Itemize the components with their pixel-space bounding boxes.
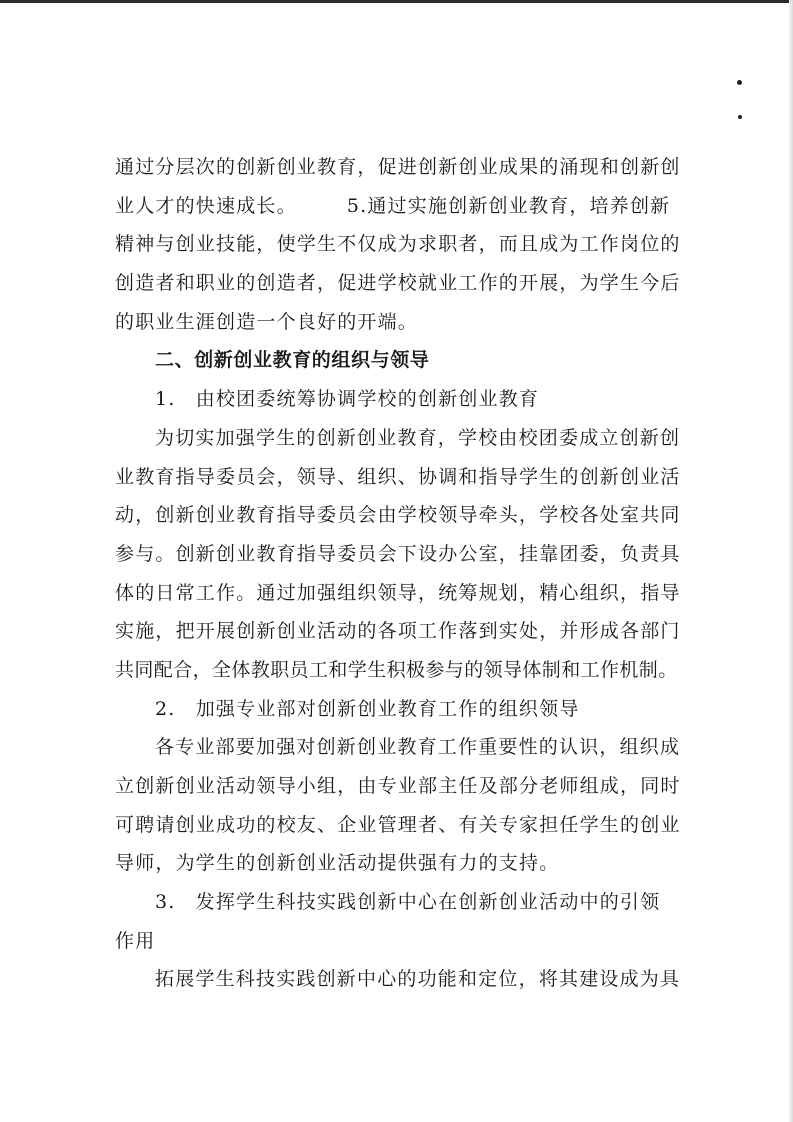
paragraph-line: 作用 <box>115 929 156 952</box>
section-heading: 二、创新创业教育的组织与领导 <box>155 349 430 372</box>
paragraph-line: 体的日常工作。通过加强组织领导，统筹规划，精心组织，指导 <box>115 581 681 604</box>
paragraph-line: 精神与创业技能，使学生不仅成为求职者，而且成为工作岗位的 <box>115 233 681 256</box>
paragraph-line: 导师，为学生的创新创业活动提供强有力的支持。 <box>115 852 560 875</box>
paragraph-line: 实施，把开展创新创业活动的各项工作落到实处，并形成各部门 <box>115 620 681 643</box>
paragraph-line: 参与。创新创业教育指导委员会下设办公室，挂靠团委，负责具 <box>115 542 681 565</box>
paragraph-line: 业教育指导委员会，领导、组织、协调和指导学生的创新创业活 <box>115 465 681 488</box>
paragraph-line: 拓展学生科技实践创新中心的功能和定位，将其建设成为具 <box>155 968 681 991</box>
paragraph-line: 通过分层次的创新创业教育，促进创新创业成果的涌现和创新创 <box>115 156 681 178</box>
document-body <box>115 148 695 999</box>
subsection-heading: 2. 加强专业部对创新创业教育工作的组织领导 <box>155 697 580 720</box>
paragraph-line <box>115 187 695 226</box>
paragraph-line: 为切实加强学生的创新创业教育，学校由校团委成立创新创 <box>155 426 681 449</box>
sentence: 5.通过实施创新创业教育，培养创新 <box>346 194 671 217</box>
paragraph-line: 各专业部要加强对创新创业教育工作重要性的认识，组织成 <box>155 736 681 759</box>
scan-speck <box>737 80 742 85</box>
paragraph-line: 动，创新创业教育指导委员会由学校领导牵头，学校各处室共同 <box>115 504 681 527</box>
paragraph-line: 的职业生涯创造一个良好的开端。 <box>115 310 419 333</box>
scan-speck <box>738 115 742 119</box>
sentence: 业人才的快速成长。 <box>115 194 297 217</box>
subsection-heading: 3. 发挥学生科技实践创新中心在创新创业活动中的引领 <box>155 891 661 914</box>
paragraph-line: 创造者和职业的创造者，促进学校就业工作的开展，为学生今后 <box>115 272 681 295</box>
scan-right-edge <box>789 0 793 1122</box>
paragraph-line: 共同配合，全体教职员工和学生积极参与的领导体制和工作机制。 <box>115 658 678 681</box>
subsection-heading: 1. 由校团委统筹协调学校的创新创业教育 <box>155 388 540 411</box>
paragraph-line: 立创新创业活动领导小组，由专业部主任及部分老师组成，同时 <box>115 775 681 797</box>
scan-top-edge <box>0 0 793 3</box>
paragraph-line: 可聘请创业成功的校友、企业管理者、有关专家担任学生的创业 <box>115 813 681 836</box>
